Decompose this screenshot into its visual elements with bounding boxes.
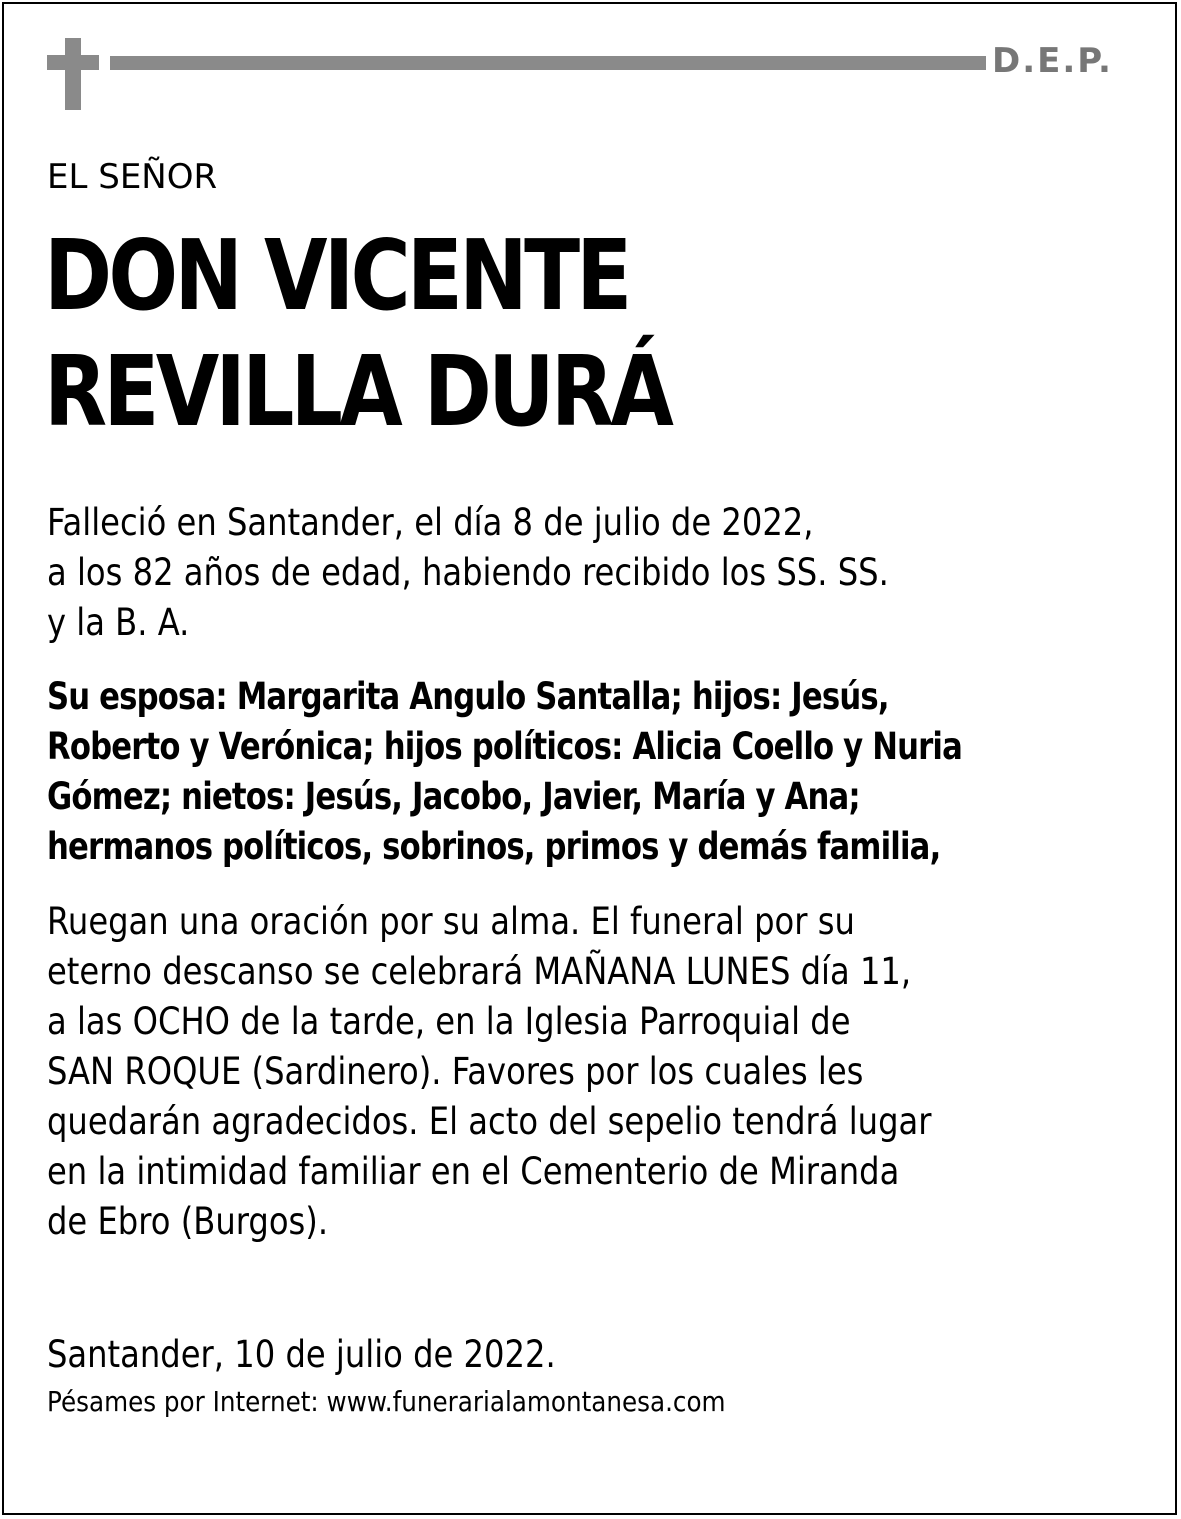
family-line: hermanos políticos, sobrinos, primos y demás familia,: [47, 825, 941, 868]
funeral-line: en la intimidad familiar en el Cementerio de Miranda: [47, 1150, 900, 1193]
funeral-line: de Ebro (Burgos).: [47, 1200, 329, 1243]
funeral-line: Ruegan una oración por su alma. El funeral por su: [47, 900, 855, 943]
death-line: Falleció en Santander, el día 8 de julio de 2022,: [47, 501, 814, 544]
death-line: a los 82 años de edad, habiendo recibido los SS. SS.: [47, 551, 889, 594]
funeral-line: SAN ROQUE (Sardinero). Favores por los cuales les: [47, 1050, 864, 1093]
death-details: [47, 498, 1157, 648]
funeral-line: a las OCHO de la tarde, en la Iglesia Parroquial de: [47, 1000, 851, 1043]
place-date: [47, 1330, 1157, 1380]
condolences-link: Pésames por Internet: www.funerarialamontanesa.com: [47, 1385, 726, 1418]
death-line: y la B. A.: [47, 601, 190, 644]
dep-label: D.E.P.: [992, 41, 1113, 81]
name-line-1: DON VICENTE: [44, 219, 629, 332]
funeral-details: [47, 897, 1157, 1247]
funeral-line: eterno descanso se celebrará MAÑANA LUNES día 11,: [47, 950, 912, 993]
deceased-name: [44, 218, 670, 450]
family-line: Su esposa: Margarita Angulo Santalla; hijos: Jesús,: [47, 675, 889, 718]
cross-icon: [47, 38, 99, 110]
family-line: Roberto y Verónica; hijos políticos: Alicia Coello y Nuria: [47, 725, 963, 768]
funeral-line: quedarán agradecidos. El acto del sepelio tendrá lugar: [47, 1100, 932, 1143]
honorific: EL SEÑOR: [47, 157, 218, 197]
name-line-2: REVILLA DURÁ: [44, 335, 671, 448]
family-line: Gómez; nietos: Jesús, Jacobo, Javier, María y Ana;: [47, 775, 860, 818]
family-list: [47, 672, 1157, 872]
header-rule: [110, 56, 986, 70]
place-date-text: Santander, 10 de julio de 2022.: [47, 1333, 556, 1376]
